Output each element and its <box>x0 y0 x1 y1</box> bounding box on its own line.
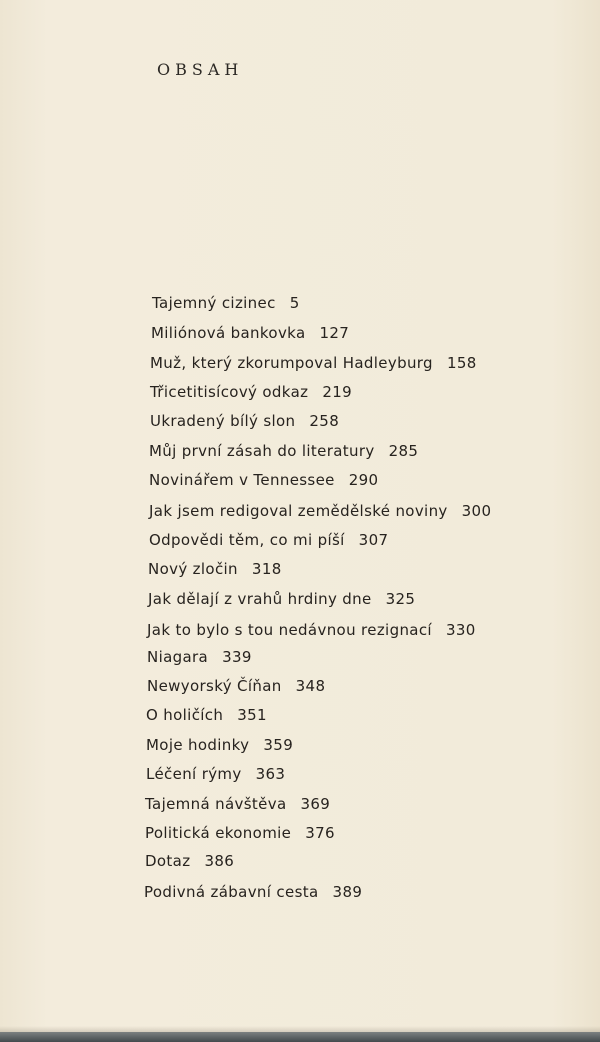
toc-entry-title: Můj první zásah do literatury <box>149 442 375 460</box>
toc-entry <box>147 677 325 695</box>
toc-entry-page: 290 <box>348 471 379 489</box>
toc-entry-title: Tajemný cizinec <box>152 294 276 312</box>
toc-entry-page: 325 <box>385 590 416 608</box>
toc-entry-page: 318 <box>251 560 282 578</box>
toc-entry-title: Jak to bylo s tou nedávnou rezignací <box>147 621 432 639</box>
toc-entry-title: Ukradený bílý slon <box>150 412 296 430</box>
toc-entry <box>150 412 339 430</box>
toc-entry-page: 351 <box>237 706 267 724</box>
toc-entry-title: Léčení rýmy <box>146 765 242 783</box>
toc-entry-page: 348 <box>295 677 326 695</box>
toc-entry-title: Novinářem v Tennessee <box>149 471 335 489</box>
toc-entry-title: Třicetitisícový odkaz <box>150 383 309 401</box>
toc-entry <box>148 560 282 578</box>
toc-entry-page: 5 <box>289 294 300 312</box>
toc-entry <box>146 765 285 783</box>
toc-entry-title: Podivná zábavní cesta <box>144 883 319 901</box>
toc-entry-title: O holičích <box>146 706 224 724</box>
toc-entry-page: 258 <box>309 412 340 430</box>
toc-entry <box>149 471 378 489</box>
toc-entry <box>152 294 300 312</box>
toc-entry <box>149 531 388 549</box>
toc-entry <box>147 648 252 666</box>
toc-entry <box>146 706 267 724</box>
toc-entry-title: Politická ekonomie <box>145 824 292 842</box>
toc-entry-page: 300 <box>461 502 492 520</box>
toc-entry-page: 369 <box>300 795 331 813</box>
toc-entry-page: 219 <box>322 383 353 401</box>
toc-entry <box>145 852 234 870</box>
toc-entry <box>147 621 476 639</box>
toc-entry-page: 285 <box>388 442 419 460</box>
toc-entry-page: 339 <box>222 648 252 666</box>
toc-entry-page: 363 <box>255 765 286 783</box>
toc-entry <box>149 442 418 460</box>
toc-entry <box>150 354 477 372</box>
toc-entry <box>145 795 330 813</box>
toc-entry-title: Nový zločin <box>148 560 238 578</box>
toc-entry <box>151 324 349 342</box>
toc-entry-title: Jak dělají z vrahů hrdiny dne <box>148 590 372 608</box>
toc-entry-page: 307 <box>358 531 389 549</box>
toc-entry-title: Newyorský Číňan <box>147 677 282 695</box>
toc-entry-page: 389 <box>332 883 363 901</box>
toc-entry-title: Muž, který zkorumpoval Hadleyburg <box>150 354 433 372</box>
toc-entry-title: Tajemná návštěva <box>145 795 287 813</box>
toc-entry <box>145 824 335 842</box>
toc-entry-page: 376 <box>305 824 335 842</box>
toc-entry <box>149 502 491 520</box>
toc-entry <box>148 590 415 608</box>
toc-entry-page: 330 <box>445 621 476 639</box>
page-title: OBSAH <box>157 60 244 79</box>
toc-entry-page: 386 <box>204 852 235 870</box>
toc-entry-page: 359 <box>263 736 294 754</box>
toc-entry <box>150 383 352 401</box>
book-bottom-edge <box>0 1032 600 1042</box>
toc-entry-title: Miliónová bankovka <box>151 324 306 342</box>
toc-entry <box>144 883 362 901</box>
toc-entry-title: Moje hodinky <box>146 736 250 754</box>
toc-entry-title: Dotaz <box>145 852 191 870</box>
toc-entry-page: 127 <box>319 324 350 342</box>
toc-entry <box>146 736 293 754</box>
toc-entry-title: Niagara <box>147 648 209 666</box>
toc-entry-page: 158 <box>446 354 477 372</box>
toc-entry-title: Jak jsem redigoval zemědělské noviny <box>149 502 448 520</box>
toc-entry-title: Odpovědi těm, co mi píší <box>149 531 345 549</box>
